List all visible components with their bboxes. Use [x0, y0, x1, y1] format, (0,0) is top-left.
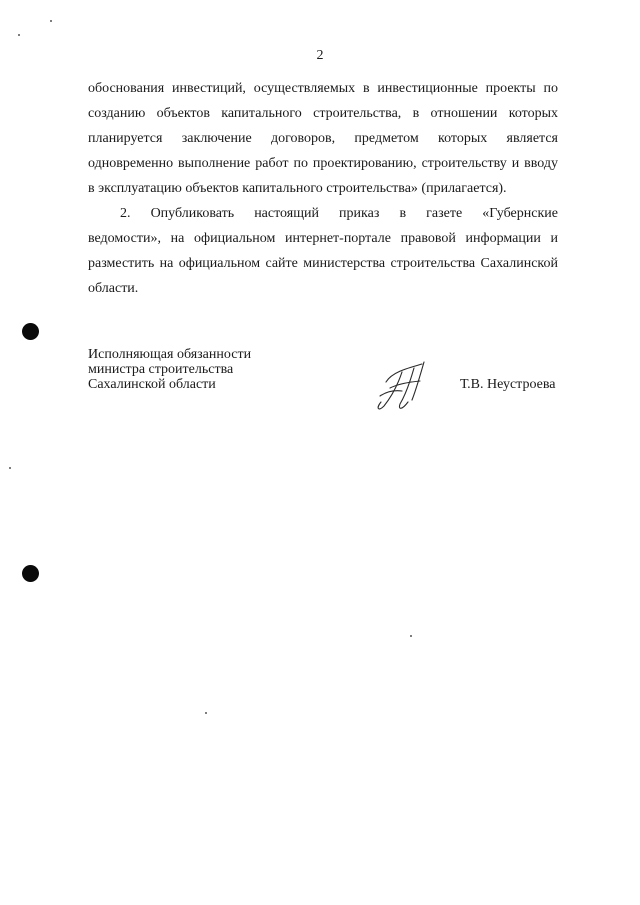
body-line: обоснования инвестиций, осуществляемых в инвестиционные проекты по [88, 81, 558, 96]
handwritten-signature [372, 358, 442, 418]
signatory-title-line: министра строительства [88, 362, 234, 377]
body-line: одновременно выполнение работ по проектированию, строительству и вводу [88, 156, 558, 171]
item2-line: области. [88, 281, 139, 296]
scan-speck [50, 20, 52, 22]
scan-speck [9, 467, 11, 469]
punch-hole [22, 323, 39, 340]
page-number: 2 [316, 48, 324, 63]
body-line: в эксплуатацию объектов капитального строительства» (прилагается). [88, 181, 507, 196]
signatory-title-line: Исполняющая обязанности [88, 347, 252, 362]
signatory-title-line: Сахалинской области [88, 377, 216, 392]
scan-speck [205, 712, 207, 714]
item2-line: 2. Опубликовать настоящий приказ в газете «Губернские [120, 206, 558, 221]
scan-speck [410, 635, 412, 637]
item2-line: разместить на официальном сайте министерства строительства Сахалинской [88, 256, 558, 271]
scan-speck [18, 34, 20, 36]
signatory-title [88, 347, 251, 392]
item2-line: ведомости», на официальном интернет-портале правовой информации и [88, 231, 558, 246]
body-line: созданию объектов капитального строительства, в отношении которых [88, 106, 558, 121]
signatory-name: Т.В. Неустроева [460, 377, 556, 392]
body-line: планируется заключение договоров, предметом которых является [88, 131, 558, 146]
punch-hole [22, 565, 39, 582]
